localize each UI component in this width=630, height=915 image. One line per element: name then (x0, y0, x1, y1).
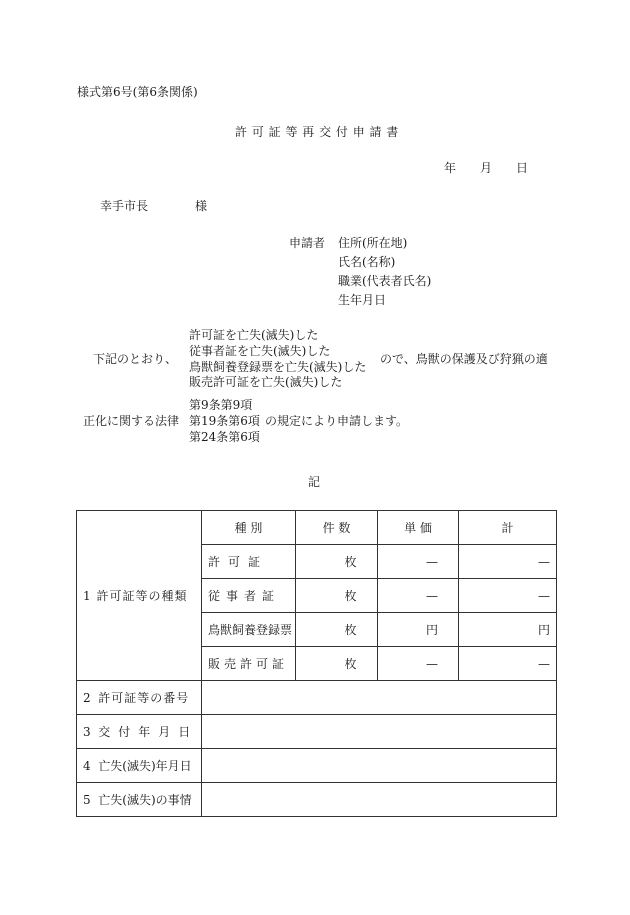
type-cell: 販売許可証 (202, 647, 296, 681)
section-label-cell: 4 亡失(滅失)年月日 (77, 749, 202, 783)
count-cell[interactable]: 枚 (296, 613, 378, 647)
applicant-birthdate: 生年月日 (338, 293, 387, 307)
form-number: 様式第6号(第6条関係) (77, 85, 198, 99)
count-cell[interactable]: 枚 (296, 647, 378, 681)
header-type: 種 別 (202, 511, 296, 545)
section-row (77, 715, 557, 749)
statement-article-1: 第9条第9項 (189, 398, 253, 412)
addressee-honorific: 様 (195, 199, 208, 213)
applicant-name: 氏名(名称) (338, 255, 396, 269)
section-row (77, 783, 557, 817)
statement-law-prefix: 正化に関する法律 (83, 414, 180, 428)
statement-suffix: の規定により申請します。 (265, 414, 409, 428)
section1-cell (77, 511, 202, 681)
section-label-cell: 3 交付年月日 (77, 715, 202, 749)
applicant-label: 申請者 (289, 236, 326, 250)
date-month: 月 (480, 161, 493, 175)
statement-article-2: 第19条第6項 (189, 414, 260, 428)
statement-prefix: 下記のとおり、 (93, 352, 178, 366)
section-row (77, 681, 557, 715)
section-value-cell[interactable] (202, 681, 557, 715)
type-cell: 従事者証 (202, 579, 296, 613)
total-cell[interactable]: — (459, 647, 557, 681)
header-unit-price: 単 価 (378, 511, 459, 545)
table-header-row (77, 511, 557, 545)
statement-option-4: 販売許可証を亡失(滅失)した (189, 375, 343, 389)
header-count: 件 数 (296, 511, 378, 545)
section-value-cell[interactable] (202, 749, 557, 783)
type-cell: 許可証 (202, 545, 296, 579)
type-cell: 鳥獣飼養登録票 (202, 613, 296, 647)
section1-label: 1 許可証等の種類 (83, 589, 188, 603)
permit-table (76, 510, 557, 817)
statement-article-3: 第24条第6項 (189, 430, 260, 444)
total-cell[interactable]: — (459, 579, 557, 613)
statement-option-2: 従事者証を亡失(滅失)した (189, 344, 331, 358)
date-day: 日 (516, 161, 529, 175)
unit-price-cell[interactable]: 円 (378, 613, 459, 647)
unit-price-cell[interactable]: — (378, 545, 459, 579)
section-value-cell[interactable] (202, 715, 557, 749)
statement-option-1: 許可証を亡失(滅失)した (189, 328, 319, 342)
unit-price-cell[interactable]: — (378, 579, 459, 613)
date-year: 年 (444, 161, 457, 175)
section-label-cell: 2 許可証等の番号 (77, 681, 202, 715)
total-cell[interactable]: 円 (459, 613, 557, 647)
document-title: 許 可 証 等 再 交 付 申 請 書 (235, 125, 399, 139)
applicant-occupation: 職業(代表者氏名) (338, 274, 432, 288)
header-total: 計 (459, 511, 557, 545)
addressee-mayor: 幸手市長 (100, 199, 149, 213)
section-value-cell[interactable] (202, 783, 557, 817)
applicant-address: 住所(所在地) (338, 236, 408, 250)
section-label-cell: 5 亡失(滅失)の事情 (77, 783, 202, 817)
count-cell[interactable]: 枚 (296, 545, 378, 579)
statement-middle: ので、鳥獣の保護及び狩猟の適 (380, 352, 548, 366)
section-row (77, 749, 557, 783)
total-cell[interactable]: — (459, 545, 557, 579)
ki-heading: 記 (308, 475, 321, 489)
statement-option-3: 鳥獣飼養登録票を亡失(滅失)した (189, 360, 367, 374)
count-cell[interactable]: 枚 (296, 579, 378, 613)
unit-price-cell[interactable]: — (378, 647, 459, 681)
